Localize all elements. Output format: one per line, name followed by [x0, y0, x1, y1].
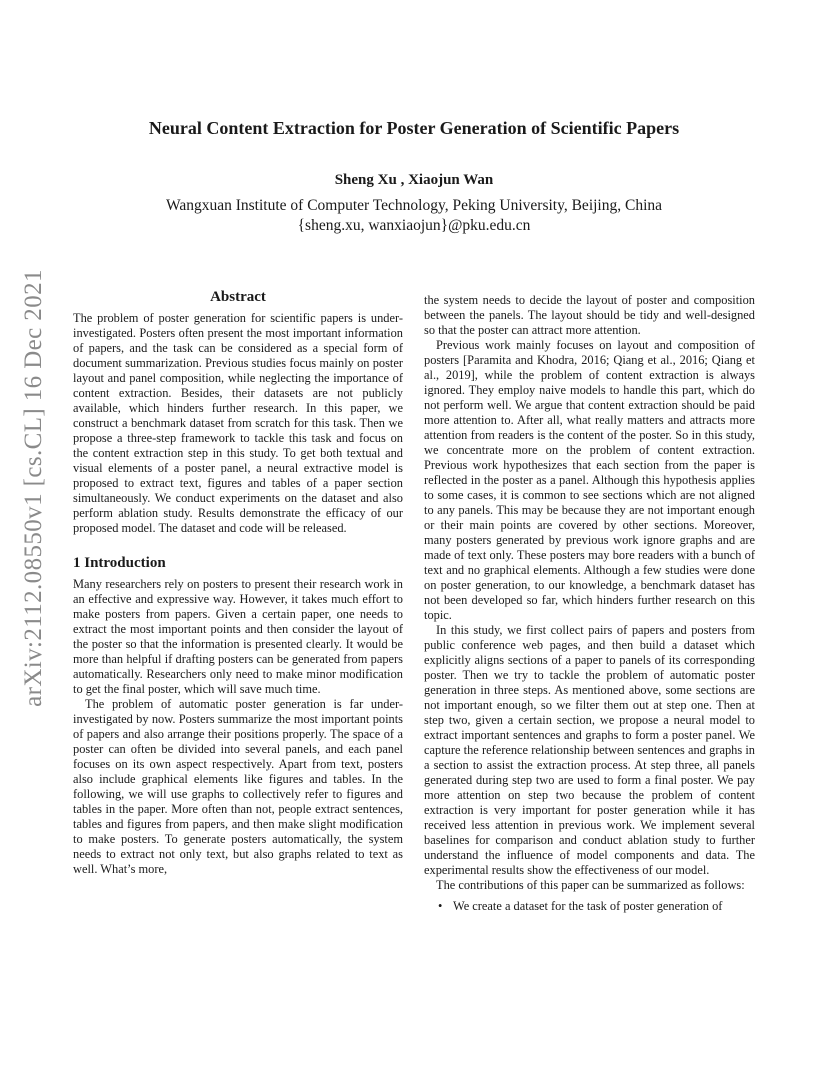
author-affiliation-block: [0, 196, 828, 236]
intro-paragraph-4: In this study, we first collect pairs of papers and posters from public conference web pages, and then build a dataset which explicitly aligns sections of a paper to panels of its corresponding poster. Then we try to tackle the problem of automatic poster generation in three steps. As mentioned above, some sections are not important enough, so we filter them out at step one. Then at step two, given a certain section, we propose a neural model to extract important sentences and graphs to form a poster panel. We capture the reference relationship between sentences and graphs in a section to assist the extraction process. At step three, all panels generated during step two are used to form a final poster. We pay more attention on step two because the problem of content extraction is very important for poster generation while it has received less attention in previous work. We implement several baselines for comparison and conduct ablation study to further understand the influence of model components and data. The experimental results show the effectiveness of our model.: [424, 623, 755, 877]
affiliation: Wangxuan Institute of Computer Technology, Peking University, Beijing, China: [165, 197, 663, 214]
contribution-item: • We create a dataset for the task of poster generation of: [438, 899, 755, 914]
paper-title: Neural Content Extraction for Poster Generation of Scientific Papers: [148, 118, 680, 138]
right-column: [424, 293, 755, 914]
arxiv-side-stamp: [14, 269, 54, 707]
contributions-list: [424, 899, 755, 914]
section-heading-introduction: 1 Introduction: [73, 555, 166, 571]
abstract-heading: Abstract: [210, 289, 266, 305]
intro-paragraph-3: Previous work mainly focuses on layout and composition of posters [Paramita and Khodra, 2016; Qiang et al., 2016; Qiang et al., 2019], while the problem of content extraction is always ignored. They employ naive models to handle this part, which do not perform well. We argue that content extraction should be paid more attention to. After all, what really matters and attracts more attention from readers is the content of the poster. So in this study, we concentrate more on the problem of content extraction. Previous work hypothesizes that each section from the paper is reflected in the poster as a panel. Although this hypothesis applies to some cases, it is common to see sections which are not aligned to any panels. This may be because they are not important enough or their main points are covered by other sections. Moreover, many posters generated by previous work ignore graphs and are made of text only. These posters may bore readers with a bunch of text and no graphical elements. Although a few studies were done on poster generation, to our knowledge, a benchmark dataset has not been developed so far, which hinders further research on this topic.: [424, 338, 755, 622]
intro-paragraph-1: Many researchers rely on posters to present their research work in an effective and expressive way. However, it takes much effort to make posters from papers. Given a certain paper, one needs to extract the most important points and then consider the layout of the poster so that the information is presented clearly. It would be more than helpful if drafting posters can be generated from papers automatically. Researchers only need to make minor modification to get the final poster, which will save much time.: [73, 577, 403, 696]
left-column: [73, 290, 403, 877]
author-email: {sheng.xu, wanxiaojun}@pku.edu.cn: [297, 217, 531, 234]
intro-paragraph-2: The problem of automatic poster generation is far under-investigated by now. Posters summarize the most important points of papers and also arrange their positions properly. The space of a poster can often be divided into several panels, and each panel focuses on its own aspect respectively. Apart from text, posters also include graphical elements like figures and tables. In the following, we will use graphs to collectively refer to figures and tables in the paper. More often than not, people extract sentences, tables and figures from papers, and then make slight modification to make posters. To generate posters automatically, the system needs to extract not only text, but also graphs related to text as well. What’s more,: [73, 697, 403, 876]
arxiv-identifier: arXiv:2112.08550v1 [cs.CL] 16 Dec 2021: [20, 269, 47, 707]
paper-authors: Sheng Xu , Xiaojun Wan: [334, 172, 494, 188]
intro-paragraph-5: The contributions of this paper can be summarized as follows:: [436, 878, 745, 892]
intro-paragraph-2-continued: the system needs to decide the layout of poster and composition between the panels. The layout should be tidy and well-designed so that the poster can attract more attention.: [424, 293, 755, 337]
abstract-body: The problem of poster generation for scientific papers is under-investigated. Posters often present the most important information of papers, and the task can be considered as a special form of document summarization. Previous studies focus mainly on poster layout and panel composition, while neglecting the importance of content extraction. Besides, their datasets are not publicly available, which hinders further research. In this paper, we construct a benchmark dataset from scratch for this task. Then we propose a three-step framework to tackle this task and focus on the content extraction step in this study. To get both textual and visual elements of a poster panel, a neural extractive model is proposed to extract text, figures and tables of a paper section simultaneously. We conduct experiments on the dataset and also perform ablation study. Results demonstrate the efficacy of our proposed model. The dataset and code will be released.: [73, 311, 403, 535]
